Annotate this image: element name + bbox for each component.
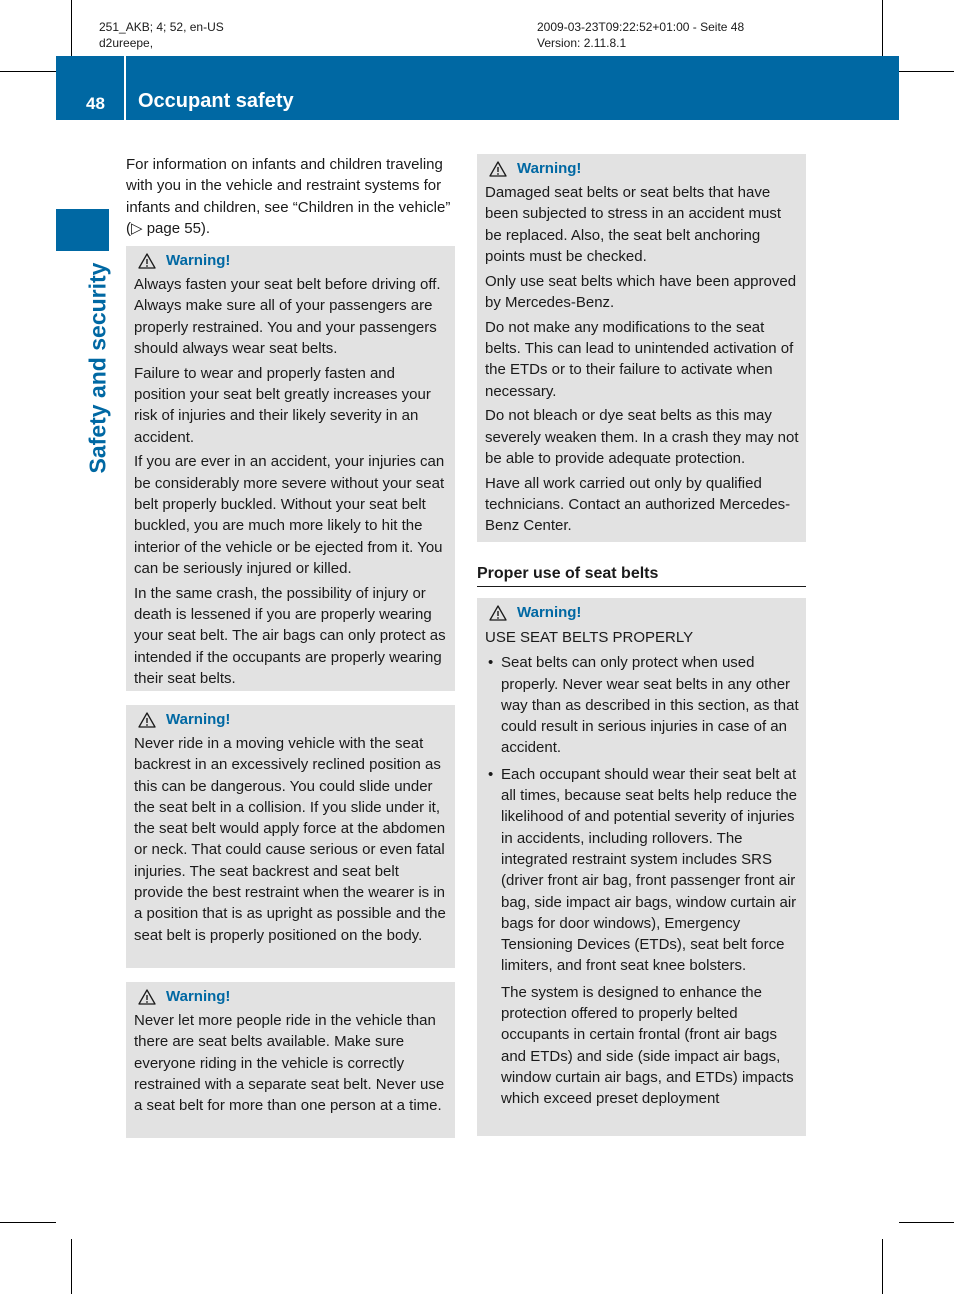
warning-paragraph: Only use seat belts which have been approved by Mercedes-Benz. xyxy=(485,272,797,311)
warning-title: Warning! xyxy=(166,252,231,270)
warning-paragraph: Failure to wear and properly fasten and position your seat belt greatly increases your risk of injuries and their likely severity in an accident. xyxy=(134,364,431,446)
crop-mark xyxy=(882,0,883,56)
warning-paragraph: Never ride in a moving vehicle with the seat backrest in an excessively reclined position as this can be dangerous. You could slide under the seat belt in a collision. If you slide under it, the seat belt would apply force at the abdomen or neck. That could cause serious or even fatal injuries. The seat backrest and seat belt provide the best restraint when the wearer is in a position that is as upright as possible and the seat belt is properly positioned on the body. xyxy=(134,735,446,944)
warning-paragraph: Damaged seat belts or seat belts that have been subjected to stress in an accident must be replaced. Also, the seat belt anchoring points must be checked. xyxy=(485,184,782,265)
crop-mark xyxy=(899,1222,954,1223)
meta-line: 2009-03-23T09:22:52+01:00 - Seite 48 xyxy=(537,20,745,34)
crop-mark xyxy=(0,1222,56,1223)
section-side-label: Safety and security xyxy=(84,262,111,474)
warning-box xyxy=(477,598,806,1136)
warning-paragraph: In the same crash, the possibility of injury or death is lessened if you are properly wearing your seat belt. The air bags can only protect as intended if the occupants are properly wearing their seat belts. xyxy=(134,584,446,687)
warning-triangle-icon xyxy=(489,605,507,621)
meta-line: 251_AKB; 4; 52, en-US xyxy=(99,20,224,34)
warning-triangle-icon xyxy=(138,712,156,728)
meta-line: Version: 2.11.8.1 xyxy=(537,36,627,50)
warning-triangle-icon xyxy=(489,161,507,177)
warning-header xyxy=(485,602,799,624)
bullet-continuation: The system is designed to enhance the protection offered to properly belted occupants in certain frontal (front air bags and ETDs) and side (side impact air bags, window curtain air bags, and ETDs) impacts which exceed preset deployment xyxy=(501,983,794,1108)
crop-mark xyxy=(0,71,56,72)
warning-box xyxy=(126,246,455,691)
print-meta-left xyxy=(99,19,224,51)
warning-header xyxy=(134,986,448,1008)
warning-paragraph: Never let more people ride in the vehicle than there are seat belts available. Make sure everyone riding in the vehicle is correctly restrained with a separate seat belt. Never use a seat belt for more than one person at a time. xyxy=(134,1012,445,1115)
warning-header xyxy=(134,250,448,272)
warning-title: Warning! xyxy=(517,604,582,622)
bullet-item xyxy=(485,652,799,758)
meta-line: d2ureepe, xyxy=(99,36,154,50)
warning-header xyxy=(134,709,448,731)
bullet-marker: • xyxy=(488,654,494,672)
warning-paragraph: Do not make any modifications to the seat belts. This can lead to unintended activation of the ETDs or to their failure to activate when necessary. xyxy=(485,318,794,400)
bullet-marker: • xyxy=(488,765,494,783)
print-meta-right xyxy=(537,19,744,51)
warning-title: Warning! xyxy=(166,711,231,729)
section-heading: Proper use of seat belts xyxy=(477,565,806,587)
warning-triangle-icon xyxy=(138,253,156,269)
crop-mark xyxy=(899,71,954,72)
warning-paragraph: Do not bleach or dye seat belts as this may severely weaken them. In a crash they may not be able to provide adequate protection. xyxy=(485,407,799,468)
warning-title: Warning! xyxy=(517,160,582,178)
bullet-item xyxy=(485,764,799,977)
bullet-text: Seat belts can only protect when used properly. Never wear seat belts in any other way than as described in this section, as that could result in serious injuries in case of an accident. xyxy=(501,654,799,757)
warning-box xyxy=(126,982,455,1138)
page-title: Occupant safety xyxy=(138,90,294,112)
warning-header xyxy=(485,158,799,180)
intro-paragraph xyxy=(126,154,458,239)
crop-mark xyxy=(71,0,72,56)
warning-heading: USE SEAT BELTS PROPERLY xyxy=(485,629,694,646)
crop-mark xyxy=(882,1239,883,1294)
warning-paragraph: Have all work carried out only by qualified technicians. Contact an authorized Mercedes-Benz Center. xyxy=(485,474,791,535)
header-divider xyxy=(124,56,126,120)
warning-box xyxy=(477,154,806,542)
warning-triangle-icon xyxy=(138,989,156,1005)
warning-box xyxy=(126,705,455,968)
crop-mark xyxy=(71,1239,72,1294)
page-number: 48 xyxy=(86,94,105,113)
warning-paragraph: Always fasten your seat belt before driving off. Always make sure all of your passengers are properly restrained. You and your passengers should always wear seat belts. xyxy=(134,276,441,357)
warning-title: Warning! xyxy=(166,988,231,1006)
intro-text: For information on infants and children traveling with you in the vehicle and restraint systems for infants and children, see “Children in the vehicle” (▷ page 55). xyxy=(126,156,451,237)
bullet-text: Each occupant should wear their seat belt at all times, because seat belts help reduce the likelihood of and potential severity of injuries in accidents, including rollovers. The integrated restraint system includes SRS (driver front air bag, front passenger front air bag, side impact air bags, window curtain air bags for door windows), Emergency Tensioning Devices (ETDs), seat belt force limiters, and front seat knee bolsters. xyxy=(501,765,798,975)
warning-paragraph: If you are ever in an accident, your injuries can be considerably more severe without your seat belt properly buckled. Without your seat belt buckled, you are much more likely to hit the interior of the vehicle or be ejected from it. You can be seriously injured or killed. xyxy=(134,453,445,577)
section-tab-marker xyxy=(56,209,109,251)
